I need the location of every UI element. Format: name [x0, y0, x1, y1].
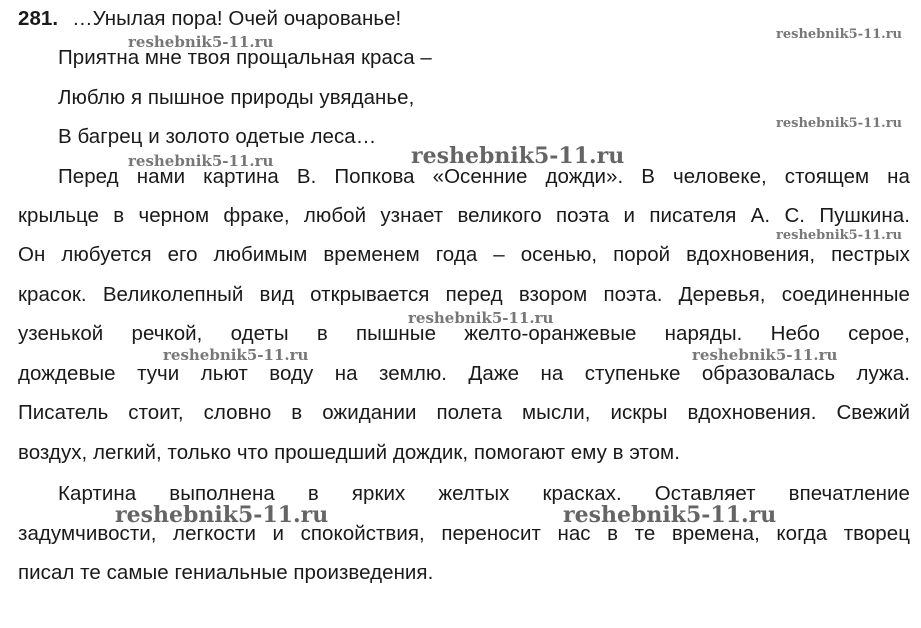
- poem-line-4: В багрец и золото одетые леса…: [58, 125, 377, 148]
- paragraph1-line-8: воздух, легкий, только что прошедший дождик, помогают ему в этом.: [18, 441, 680, 464]
- exercise-number: 281.: [18, 7, 59, 30]
- watermark: reshebnik5-11.ru: [408, 309, 554, 327]
- watermark: reshebnik5-11.ru: [115, 502, 329, 528]
- paragraph1-line-1: Перед нами картина В. Попкова «Осенние дожди». В человеке, стоящем на: [58, 165, 910, 188]
- watermark: reshebnik5-11.ru: [128, 33, 274, 51]
- watermark: reshebnik5-11.ru: [692, 346, 838, 364]
- paragraph1-line-2: крыльце в черном фраке, любой узнает великого поэта и писателя А. С. Пушкина.: [18, 204, 910, 227]
- poem-line-3: Люблю я пышное природы увяданье,: [58, 86, 415, 109]
- paragraph1-line-3: Он любуется его любимым временем года – осенью, порой вдохновения, пестрых: [18, 243, 910, 266]
- paragraph2-line-1: Картина выполнена в ярких желтых красках. Оставляет впечатление: [58, 482, 910, 505]
- watermark: reshebnik5-11.ru: [776, 116, 903, 131]
- watermark: reshebnik5-11.ru: [411, 143, 625, 169]
- paragraph1-line-7: Писатель стоит, словно в ожидании полета мысли, искры вдохновения. Свежий: [18, 401, 910, 424]
- poem-line-1-text: …Унылая пора! Очей очарованье!: [72, 7, 402, 30]
- watermark: reshebnik5-11.ru: [163, 346, 309, 364]
- paragraph1-line-6: дождевые тучи льют воду на землю. Даже на ступеньке образовалась лужа.: [18, 362, 910, 385]
- watermark: reshebnik5-11.ru: [563, 502, 777, 528]
- watermark: reshebnik5-11.ru: [776, 27, 903, 42]
- watermark: reshebnik5-11.ru: [128, 152, 274, 170]
- paragraph2-line-3: писал те самые гениальные произведения.: [18, 561, 434, 584]
- watermark: reshebnik5-11.ru: [776, 228, 903, 243]
- poem-line-2: Приятна мне твоя прощальная краса –: [58, 46, 432, 69]
- paragraph2-line-2: задумчивости, легкости и спокойствия, переносит нас в те времена, когда творец: [18, 522, 910, 545]
- paragraph1-line-5: узенькой речкой, одеты в пышные желто-оранжевые наряды. Небо серое,: [18, 322, 910, 345]
- paragraph1-line-4: красок. Великолепный вид открывается перед взором поэта. Деревья, соединенные: [18, 283, 910, 306]
